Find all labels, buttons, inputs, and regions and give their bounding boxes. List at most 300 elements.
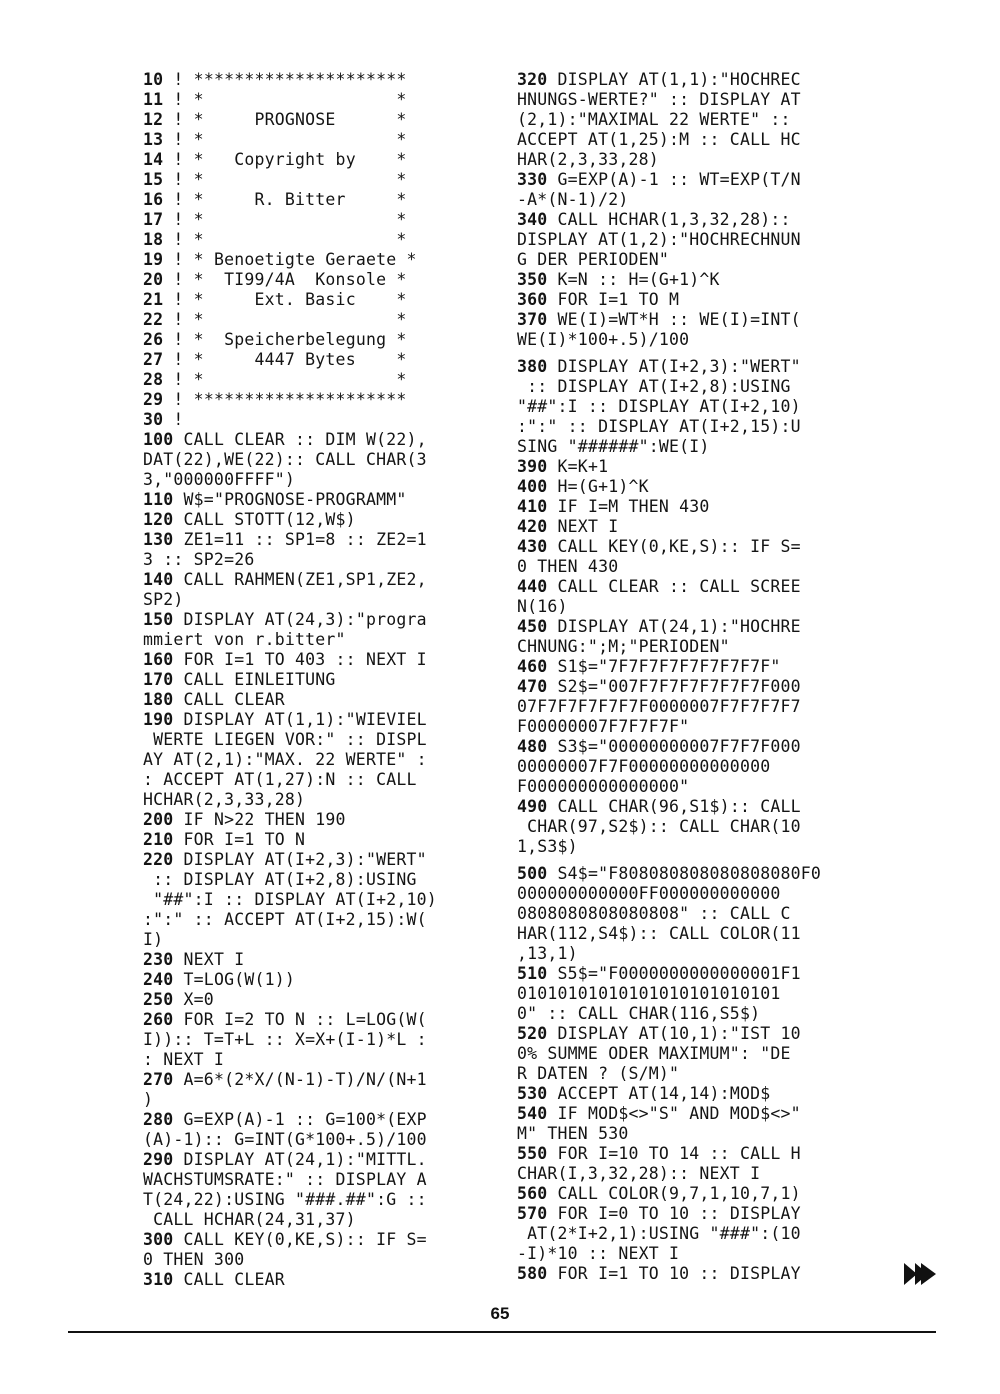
code-line: [143, 590, 488, 610]
line-text: DISPLAY AT(1,1):"HOCHREC: [547, 70, 801, 89]
code-line: [143, 630, 488, 650]
line-text: IF N>22 THEN 190: [173, 810, 346, 829]
line-number: 370: [517, 310, 548, 329]
line-text: X=0: [173, 990, 214, 1009]
code-line: [517, 457, 862, 477]
code-line: [143, 210, 488, 230]
code-line: [143, 870, 488, 890]
line-text: 0 THEN 300: [143, 1250, 245, 1269]
code-line: [143, 350, 488, 370]
line-number: 380: [517, 357, 548, 376]
code-column-right: [517, 70, 862, 1284]
code-line: [517, 817, 862, 837]
line-number: 310: [143, 1270, 174, 1289]
line-text: ! * *: [163, 370, 407, 389]
code-line: [143, 430, 488, 450]
line-text: CALL HCHAR(24,31,37): [143, 1210, 356, 1229]
line-text: ! * R. Bitter *: [163, 190, 407, 209]
line-number: 390: [517, 457, 548, 476]
line-text: HAR(112,S4$):: CALL COLOR(11: [517, 924, 801, 943]
code-line: [143, 1150, 488, 1170]
line-text: K=K+1: [547, 457, 609, 476]
line-text: WE(I)*100+.5)/100: [517, 330, 690, 349]
line-text: S4$="F808080808080808080F0: [547, 864, 822, 883]
line-text: NEXT I: [547, 517, 619, 536]
line-text: -I)*10 :: NEXT I: [517, 1244, 680, 1263]
line-text: H=(G+1)^K: [547, 477, 649, 496]
code-line: [517, 437, 862, 457]
line-number: 19: [143, 250, 164, 269]
line-text: AT(2*I+2,1):USING "###":(10: [517, 1224, 801, 1243]
code-line: [143, 610, 488, 630]
line-text: 0 THEN 430: [517, 557, 619, 576]
line-text: R DATEN ? (S/M)": [517, 1064, 680, 1083]
line-text: CALL COLOR(9,7,1,10,7,1): [547, 1184, 801, 1203]
line-number: 440: [517, 577, 548, 596]
line-text: FOR I=1 TO 403 :: NEXT I: [173, 650, 427, 669]
code-line: [517, 797, 862, 817]
code-line: [143, 170, 488, 190]
line-number: 270: [143, 1070, 174, 1089]
line-text: FOR I=10 TO 14 :: CALL H: [547, 1144, 801, 1163]
line-text: CALL CLEAR :: DIM W(22),: [173, 430, 427, 449]
code-line: [143, 1050, 488, 1070]
line-text: ! * *: [163, 210, 407, 229]
line-text: S5$="F0000000000000001F1: [547, 964, 801, 983]
line-number: 550: [517, 1144, 548, 1163]
line-text: CALL HCHAR(1,3,32,28)::: [547, 210, 791, 229]
line-number: 430: [517, 537, 548, 556]
code-line: [517, 497, 862, 517]
code-line: [517, 984, 862, 1004]
code-line: [517, 677, 862, 697]
line-text: SING "######":WE(I): [517, 437, 710, 456]
line-text: :":" :: DISPLAY AT(I+2,15):U: [517, 417, 801, 436]
line-number: 29: [143, 390, 164, 409]
code-line: [517, 1244, 862, 1264]
line-number: 120: [143, 510, 174, 529]
line-text: NEXT I: [173, 950, 245, 969]
line-text: (A)-1):: G=INT(G*100+.5)/100: [143, 1130, 427, 1149]
line-number: 420: [517, 517, 548, 536]
line-text: 3,"000000FFFF"): [143, 470, 296, 489]
code-line: [517, 597, 862, 617]
line-text: DISPLAY AT(1,1):"WIEVIEL: [173, 710, 427, 729]
code-line: [517, 617, 862, 637]
code-line: [517, 1064, 862, 1084]
code-line: [517, 657, 862, 677]
line-text: K=N :: H=(G+1)^K: [547, 270, 720, 289]
line-text: CALL KEY(0,KE,S):: IF S=: [547, 537, 801, 556]
line-number: 230: [143, 950, 174, 969]
code-line: [143, 1030, 488, 1050]
code-line: [517, 557, 862, 577]
code-line: [517, 310, 862, 330]
code-line: [143, 310, 488, 330]
code-line: [517, 130, 862, 150]
line-text: M" THEN 530: [517, 1124, 629, 1143]
line-text: ACCEPT AT(1,25):M :: CALL HC: [517, 130, 801, 149]
code-line: [517, 537, 862, 557]
line-text: A=6*(2*X/(N-1)-T)/N/(N+1: [173, 1070, 427, 1089]
line-text: :: DISPLAY AT(I+2,8):USING: [517, 377, 791, 396]
line-number: 30: [143, 410, 164, 429]
code-line: [517, 1264, 862, 1284]
line-text: CALL STOTT(12,W$): [173, 510, 356, 529]
line-number: 560: [517, 1184, 548, 1203]
line-text: FOR I=1 TO N: [173, 830, 306, 849]
line-number: 21: [143, 290, 164, 309]
line-text: IF I=M THEN 430: [547, 497, 710, 516]
line-text: "##":I :: DISPLAY AT(I+2,10): [143, 890, 437, 909]
code-line: [143, 1130, 488, 1150]
line-text: G=EXP(A)-1 :: G=100*(EXP: [173, 1110, 427, 1129]
code-line: [143, 370, 488, 390]
line-text: ! * Benoetigte Geraete *: [163, 250, 417, 269]
code-line: [143, 570, 488, 590]
code-line: [517, 1224, 862, 1244]
code-line: [143, 290, 488, 310]
line-number: 320: [517, 70, 548, 89]
code-line: [517, 90, 862, 110]
line-text: AY AT(2,1):"MAX. 22 WERTE" :: [143, 750, 427, 769]
code-line: [517, 1124, 862, 1144]
line-text: "##":I :: DISPLAY AT(I+2,10): [517, 397, 801, 416]
line-number: 330: [517, 170, 548, 189]
line-text: N(16): [517, 597, 568, 616]
code-line: [517, 377, 862, 397]
line-text: CHAR(I,3,32,28):: NEXT I: [517, 1164, 761, 1183]
line-text: CALL CLEAR: [173, 1270, 285, 1289]
line-text: ! * PROGNOSE *: [163, 110, 407, 129]
line-number: 15: [143, 170, 164, 189]
code-line: [143, 930, 488, 950]
code-line: [517, 1164, 862, 1184]
code-line: [143, 1210, 488, 1230]
code-line: [517, 697, 862, 717]
line-number: 110: [143, 490, 174, 509]
line-text: 0" :: CALL CHAR(116,S5$): [517, 1004, 761, 1023]
line-text: : ACCEPT AT(1,27):N :: CALL: [143, 770, 417, 789]
line-text: ! * TI99/4A Konsole *: [163, 270, 407, 289]
line-number: 190: [143, 710, 174, 729]
line-text: G=EXP(A)-1 :: WT=EXP(T/N: [547, 170, 801, 189]
line-number: 520: [517, 1024, 548, 1043]
line-text: : NEXT I: [143, 1050, 225, 1069]
code-line: [517, 964, 862, 984]
line-text: 07F7F7F7F7F7F0000007F7F7F7F7: [517, 697, 801, 716]
line-text: IF MOD$<>"S" AND MOD$<>": [547, 1104, 801, 1123]
code-line: [143, 650, 488, 670]
line-number: 100: [143, 430, 174, 449]
line-number: 140: [143, 570, 174, 589]
code-line: [143, 70, 488, 90]
line-number: 260: [143, 1010, 174, 1029]
code-line: [143, 510, 488, 530]
code-line: [143, 470, 488, 490]
code-line: [517, 1024, 862, 1044]
line-text: CALL CHAR(96,S1$):: CALL: [547, 797, 801, 816]
line-number: 26: [143, 330, 164, 349]
code-line: [517, 577, 862, 597]
line-number: 530: [517, 1084, 548, 1103]
line-text: DISPLAY AT(10,1):"IST 10: [547, 1024, 801, 1043]
line-text: DISPLAY AT(24,1):"MITTL.: [173, 1150, 427, 1169]
code-line: [517, 330, 862, 350]
line-text: WE(I)=WT*H :: WE(I)=INT(: [547, 310, 801, 329]
code-line: [143, 730, 488, 750]
line-text: ! * *: [163, 230, 407, 249]
code-line: [517, 250, 862, 270]
line-number: 160: [143, 650, 174, 669]
code-line: [143, 670, 488, 690]
line-text: ): [143, 1090, 154, 1109]
line-text: DISPLAY AT(I+2,3):"WERT": [547, 357, 801, 376]
section-gap: [517, 857, 862, 864]
code-line: [143, 1230, 488, 1250]
code-line: [143, 1110, 488, 1130]
line-text: SP2): [143, 590, 184, 609]
code-line: [143, 110, 488, 130]
code-line: [517, 397, 862, 417]
line-text: -A*(N-1)/2): [517, 190, 629, 209]
code-line: [517, 230, 862, 250]
code-line: [143, 130, 488, 150]
line-text: HCHAR(2,3,33,28): [143, 790, 306, 809]
code-line: [517, 290, 862, 310]
line-number: 12: [143, 110, 164, 129]
line-text: FOR I=1 TO 10 :: DISPLAY: [547, 1264, 801, 1283]
line-text: CALL RAHMEN(ZE1,SP1,ZE2,: [173, 570, 427, 589]
line-text: S3$="00000000007F7F7F000: [547, 737, 801, 756]
code-line: [143, 790, 488, 810]
line-number: 460: [517, 657, 548, 676]
line-number: 11: [143, 90, 164, 109]
line-text: T=LOG(W(1)): [173, 970, 296, 989]
code-line: [143, 230, 488, 250]
line-number: 350: [517, 270, 548, 289]
code-line: [143, 810, 488, 830]
line-number: 510: [517, 964, 548, 983]
bottom-rule: [68, 1331, 936, 1333]
code-line: [143, 750, 488, 770]
code-line: [517, 864, 862, 884]
line-text: DISPLAY AT(I+2,3):"WERT": [173, 850, 427, 869]
code-column-left: [143, 70, 488, 1290]
code-line: [143, 890, 488, 910]
line-text: 0% SUMME ODER MAXIMUM": "DE: [517, 1044, 791, 1063]
line-text: 1,S3$): [517, 837, 578, 856]
code-line: [143, 550, 488, 570]
line-text: W$="PROGNOSE-PROGRAMM": [173, 490, 407, 509]
line-text: !: [163, 410, 184, 429]
line-text: DISPLAY AT(1,2):"HOCHRECHNUN: [517, 230, 801, 249]
line-text: S1$="7F7F7F7F7F7F7F7F": [547, 657, 781, 676]
code-line: [517, 944, 862, 964]
code-line: [517, 70, 862, 90]
code-line: [517, 417, 862, 437]
code-line: [517, 904, 862, 924]
code-line: [143, 690, 488, 710]
line-number: 300: [143, 1230, 174, 1249]
line-number: 200: [143, 810, 174, 829]
line-text: FOR I=2 TO N :: L=LOG(W(: [173, 1010, 427, 1029]
code-line: [143, 710, 488, 730]
line-number: 240: [143, 970, 174, 989]
code-line: [143, 410, 488, 430]
line-text: ! * *: [163, 90, 407, 109]
line-text: ! * Ext. Basic *: [163, 290, 407, 309]
code-line: [517, 737, 862, 757]
line-text: I): [143, 930, 164, 949]
code-line: [517, 1184, 862, 1204]
code-line: [143, 270, 488, 290]
line-number: 220: [143, 850, 174, 869]
line-text: CHAR(97,S2$):: CALL CHAR(10: [517, 817, 801, 836]
code-line: [143, 90, 488, 110]
line-number: 27: [143, 350, 164, 369]
code-line: [143, 990, 488, 1010]
code-line: [517, 170, 862, 190]
line-number: 480: [517, 737, 548, 756]
line-text: F000000000000000": [517, 777, 690, 796]
code-line: [517, 924, 862, 944]
code-line: [143, 1170, 488, 1190]
line-number: 410: [517, 497, 548, 516]
code-line: [143, 530, 488, 550]
line-number: 130: [143, 530, 174, 549]
line-number: 570: [517, 1204, 548, 1223]
code-line: [143, 910, 488, 930]
line-number: 16: [143, 190, 164, 209]
line-number: 28: [143, 370, 164, 389]
code-line: [143, 250, 488, 270]
line-number: 490: [517, 797, 548, 816]
line-text: ! *********************: [163, 390, 407, 409]
line-text: F00000007F7F7F7F": [517, 717, 690, 736]
code-line: [517, 637, 862, 657]
line-text: (2,1):"MAXIMAL 22 WERTE" ::: [517, 110, 791, 129]
line-number: 170: [143, 670, 174, 689]
line-number: 500: [517, 864, 548, 883]
line-number: 210: [143, 830, 174, 849]
line-number: 17: [143, 210, 164, 229]
code-line: [143, 970, 488, 990]
line-text: CALL CLEAR: [173, 690, 285, 709]
code-line: [517, 1044, 862, 1064]
line-text: T(24,22):USING "###.##":G ::: [143, 1190, 427, 1209]
line-text: FOR I=0 TO 10 :: DISPLAY: [547, 1204, 801, 1223]
code-line: [517, 757, 862, 777]
line-text: DAT(22),WE(22):: CALL CHAR(3: [143, 450, 427, 469]
line-number: 150: [143, 610, 174, 629]
line-number: 400: [517, 477, 548, 496]
code-line: [143, 1070, 488, 1090]
line-text: CALL KEY(0,KE,S):: IF S=: [173, 1230, 427, 1249]
line-number: 340: [517, 210, 548, 229]
line-text: :":" :: ACCEPT AT(I+2,15):W(: [143, 910, 427, 929]
code-line: [517, 777, 862, 797]
code-line: [517, 837, 862, 857]
line-text: 0808080808080808" :: CALL C: [517, 904, 791, 923]
code-line: [517, 210, 862, 230]
code-line: [143, 1270, 488, 1290]
line-text: 01010101010101010101010101: [517, 984, 781, 1003]
line-number: 20: [143, 270, 164, 289]
line-number: 280: [143, 1110, 174, 1129]
line-text: DISPLAY AT(24,1):"HOCHRE: [547, 617, 801, 636]
line-number: 290: [143, 1150, 174, 1169]
code-line: [517, 517, 862, 537]
page-number: 65: [490, 1304, 510, 1323]
line-text: ! *********************: [163, 70, 407, 89]
line-text: DISPLAY AT(24,3):"progra: [173, 610, 427, 629]
code-line: [517, 150, 862, 170]
line-text: ZE1=11 :: SP1=8 :: ZE2=1: [173, 530, 427, 549]
line-text: CALL EINLEITUNG: [173, 670, 336, 689]
line-number: 13: [143, 130, 164, 149]
line-text: WACHSTUMSRATE:" :: DISPLAY A: [143, 1170, 427, 1189]
line-number: 360: [517, 290, 548, 309]
code-line: [143, 850, 488, 870]
line-number: 180: [143, 690, 174, 709]
line-text: CALL CLEAR :: CALL SCREE: [547, 577, 801, 596]
code-line: [517, 190, 862, 210]
line-text: HAR(2,3,33,28): [517, 150, 659, 169]
line-text: ! * *: [163, 310, 407, 329]
line-text: ! * 4447 Bytes *: [163, 350, 407, 369]
code-line: [517, 1004, 862, 1024]
code-line: [517, 1204, 862, 1224]
line-text: WERTE LIEGEN VOR:" :: DISPL: [143, 730, 427, 749]
line-number: 10: [143, 70, 164, 89]
code-line: [517, 110, 862, 130]
line-text: ! * *: [163, 130, 407, 149]
line-text: :: DISPLAY AT(I+2,8):USING: [143, 870, 417, 889]
line-text: HNUNGS-WERTE?" :: DISPLAY AT: [517, 90, 801, 109]
line-text: G DER PERIODEN": [517, 250, 670, 269]
line-text: ,13,1): [517, 944, 578, 963]
code-line: [517, 357, 862, 377]
line-text: S2$="007F7F7F7F7F7F7F000: [547, 677, 801, 696]
line-number: 18: [143, 230, 164, 249]
line-text: 000000000000FF000000000000: [517, 884, 781, 903]
code-line: [143, 770, 488, 790]
line-text: 00000007F7F00000000000000: [517, 757, 771, 776]
line-number: 14: [143, 150, 164, 169]
line-number: 540: [517, 1104, 548, 1123]
code-line: [143, 190, 488, 210]
code-line: [143, 390, 488, 410]
code-line: [143, 150, 488, 170]
line-text: CHNUNG:";M;"PERIODEN": [517, 637, 730, 656]
code-line: [143, 450, 488, 470]
line-number: 250: [143, 990, 174, 1009]
code-line: [143, 1190, 488, 1210]
line-text: 3 :: SP2=26: [143, 550, 255, 569]
line-number: 450: [517, 617, 548, 636]
code-line: [517, 270, 862, 290]
code-line: [143, 1090, 488, 1110]
double-arrow-right-icon: [903, 1261, 937, 1287]
code-line: [517, 477, 862, 497]
line-number: 580: [517, 1264, 548, 1283]
code-line: [143, 950, 488, 970]
code-line: [517, 717, 862, 737]
code-line: [517, 1084, 862, 1104]
line-number: 22: [143, 310, 164, 329]
line-text: ACCEPT AT(14,14):MOD$: [547, 1084, 771, 1103]
